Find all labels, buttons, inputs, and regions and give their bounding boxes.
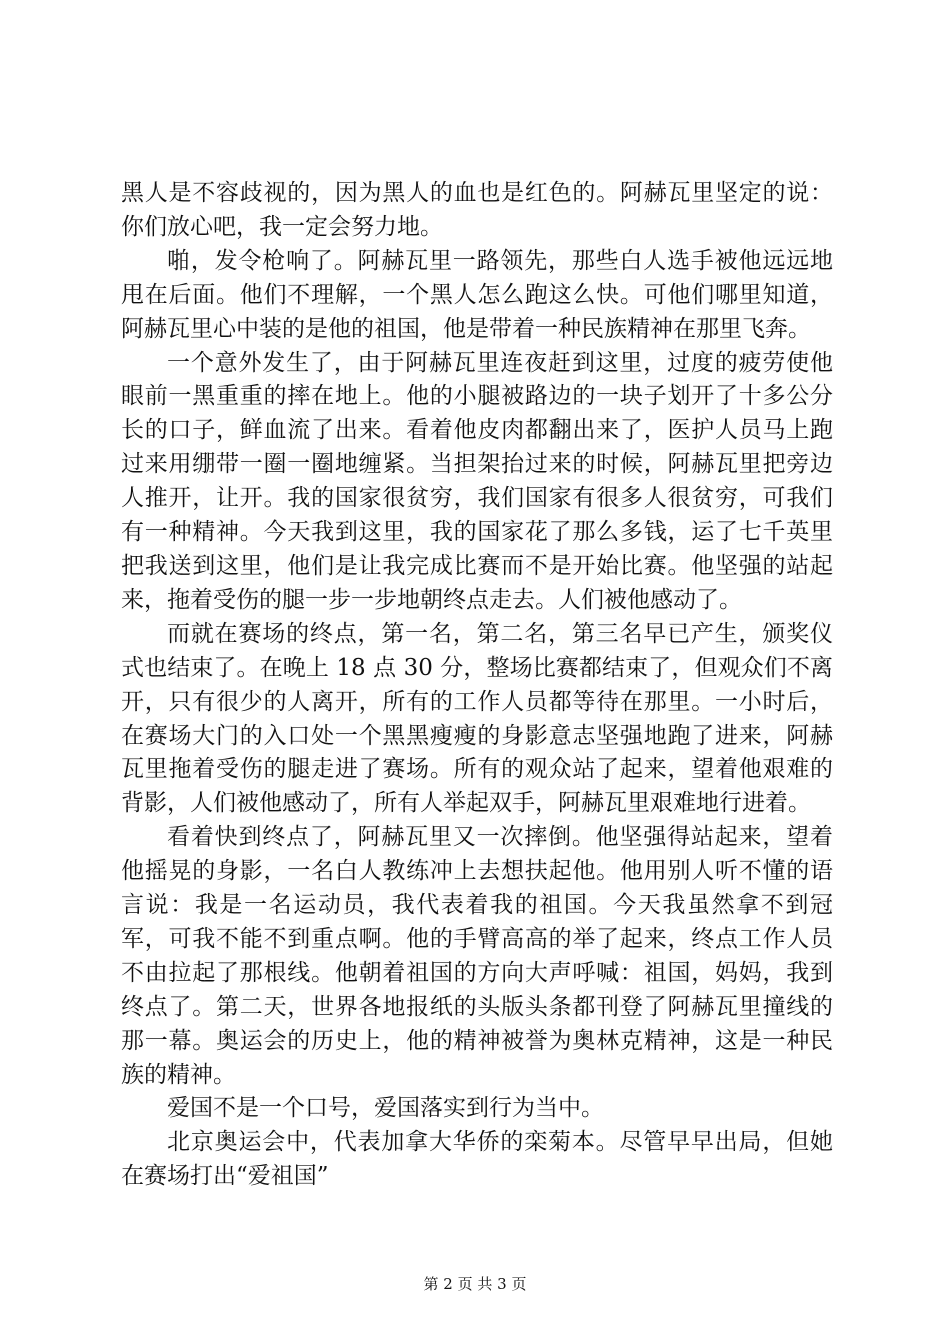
page-footer: 第 2 页 共 3 页 xyxy=(423,1275,527,1293)
paragraph-4: 而就在赛场的终点，第一名，第二名，第三名早已产生，颁奖仪式也结束了。在晚上 18 点 30 分，整场比赛都结束了，但观众们不离开，只有很少的人离开，所有的工作人员都等待在那里。一小时后，在赛场大门的入口处一个黑黑瘦瘦的身影意志坚强地跑了进来，阿赫瓦里拖着受伤的腿走进了赛场。所有的观众站了起来，望着他艰难的背影，人们被他感动了，所有人举起双手，阿赫瓦里艰难地行进着。 xyxy=(121,620,833,817)
paragraph-5: 看着快到终点了，阿赫瓦里又一次摔倒。他坚强得站起来，望着他摇晃的身影，一名白人教练冲上去想扶起他。他用别人听不懂的语言说：我是一名运动员，我代表着我的祖国。今天我虽然拿不到冠军，可我不能不到重点啊。他的手臂高高的举了起来，终点工作人员不由拉起了那根线。他朝着祖国的方向大声呼喊：祖国，妈妈，我到终点了。第二天，世界各地报纸的头版头条都刊登了阿赫瓦里撞线的那一幕。奥运会的历史上，他的精神被誉为奥林克精神，这是一种民族的精神。 xyxy=(121,824,833,1088)
paragraph-1: 黑人是不容歧视的，因为黑人的血也是红色的。阿赫瓦里坚定的说：你们放心吧，我一定会努力地。 xyxy=(121,180,833,240)
paragraph-3: 一个意外发生了，由于阿赫瓦里连夜赶到这里，过度的疲劳使他眼前一黑重重的摔在地上。他的小腿被路边的一块子划开了十多公分长的口子，鲜血流了出来。看着他皮肉都翻出来了，医护人员马上跑过来用绷带一圈一圈地缠紧。当担架抬过来的时候，阿赫瓦里把旁边人推开，让开。我的国家很贫穷，我们国家有很多人很贫穷，可我们有一种精神。今天我到这里，我的国家花了那么多钱，运了七千英里把我送到这里，他们是让我完成比赛而不是开始比赛。他坚强的站起来，拖着受伤的腿一步一步地朝终点走去。人们被他感动了。 xyxy=(121,349,833,613)
paragraph-6: 爱国不是一个口号，爱国落实到行为当中。 xyxy=(167,1095,604,1122)
paragraph-7: 北京奥运会中，代表加拿大华侨的栾菊本。尽管早早出局，但她在赛场打出“爱祖国” xyxy=(121,1129,833,1190)
document-body xyxy=(121,177,833,1194)
paragraph-2: 啪，发令枪响了。阿赫瓦里一路领先，那些白人选手被他远远地甩在后面。他们不理解，一个黑人怎么跑这么快。可他们哪里知道，阿赫瓦里心中装的是他的祖国，他是带着一种民族精神在那里飞奔。 xyxy=(121,247,833,342)
